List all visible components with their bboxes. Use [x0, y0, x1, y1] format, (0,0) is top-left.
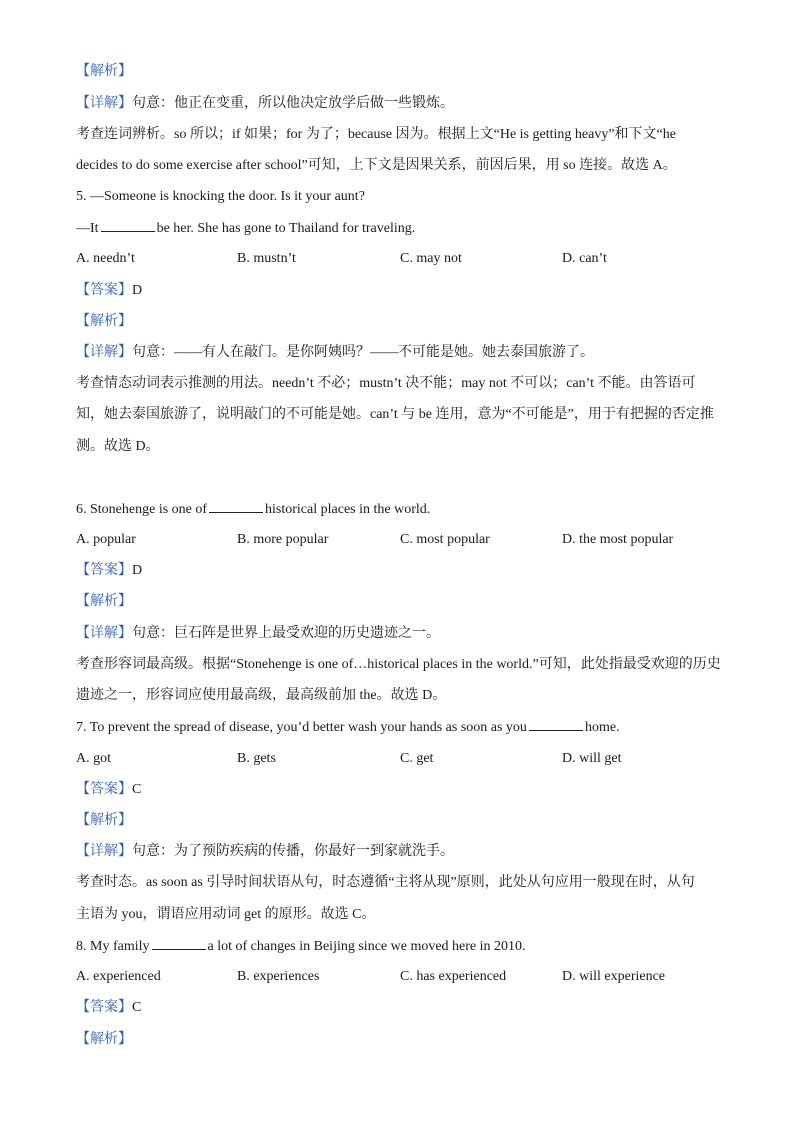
detail-line	[76, 94, 454, 114]
explanation-line: 知，她去泰国旅游了，说明敲门的不可能是她。can’t 与 be 连用，意为“不可能是”，用于有把握的否定推	[76, 407, 714, 422]
detail-line	[76, 624, 440, 644]
question-8-stem	[76, 936, 526, 957]
explanation-line: 考查连词辨析。so 所以；if 如果；for 为了；because 因为。根据上文“He is getting heavy”和下文“he	[76, 127, 676, 142]
option-c: C. has experienced	[400, 969, 507, 984]
stem-text: 6. Stonehenge is one of	[76, 502, 208, 517]
analysis-label: 【解析】	[76, 813, 132, 828]
question-7-stem	[76, 717, 620, 738]
answer-line	[76, 561, 142, 581]
analysis-label: 【解析】	[76, 594, 132, 609]
explanation-line: 测。故选 D。	[76, 439, 160, 454]
answer-value: C	[132, 782, 142, 797]
question-5-reply	[76, 218, 415, 239]
stem-text: be her. She has gone to Thailand for traveling.	[156, 221, 416, 236]
option-b: B. gets	[237, 751, 276, 766]
answer-blank	[529, 717, 583, 731]
answer-line	[76, 281, 142, 301]
stem-text: 8. My family	[76, 939, 150, 954]
answer-label: 【答案】	[76, 563, 132, 578]
option-d: D. will experience	[562, 969, 666, 984]
explanation-line: 考查形容词最高级。根据“Stonehenge is one of…historical places in the world.”可知，此处指最受欢迎的历史	[76, 657, 721, 672]
answer-value: C	[132, 1000, 142, 1015]
answer-blank	[101, 218, 155, 232]
option-d: D. the most popular	[562, 532, 674, 547]
explanation-line: decides to do some exercise after school”可知，上下文是因果关系，前因后果，用 so 连接。故选 A。	[76, 158, 677, 173]
stem-text: 7. To prevent the spread of disease, you’d better wash your hands as soon as you	[76, 720, 527, 735]
explanation-line: 遗迹之一，形容词应使用最高级，最高级前加 the。故选 D。	[76, 688, 447, 703]
option-b: B. more popular	[237, 532, 329, 547]
stem-text: a lot of changes in Beijing since we moved here in 2010.	[207, 939, 526, 954]
answer-label: 【答案】	[76, 782, 132, 797]
answer-value: D	[132, 283, 143, 298]
detail-text: 句意：他正在变重，所以他决定放学后做一些锻炼。	[132, 96, 454, 111]
question-6-stem	[76, 499, 430, 520]
answer-blank	[209, 499, 263, 513]
answer-line	[76, 780, 141, 800]
option-b: B. experiences	[237, 969, 320, 984]
detail-label: 【详解】	[76, 345, 132, 360]
detail-line	[76, 343, 594, 363]
detail-label: 【详解】	[76, 96, 132, 111]
explanation-line: 主语为 you，谓语应用动词 get 的原形。故选 C。	[76, 907, 376, 922]
detail-text: 句意：为了预防疾病的传播，你最好一到家就洗手。	[132, 844, 454, 859]
option-c: C. may not	[400, 251, 462, 266]
stem-text: historical places in the world.	[265, 502, 431, 517]
answer-label: 【答案】	[76, 283, 132, 298]
option-a: A. experienced	[76, 969, 161, 984]
option-d: D. will get	[562, 751, 622, 766]
answer-value: D	[132, 563, 143, 578]
question-5-stem: 5. —Someone is knocking the door. Is it your aunt?	[76, 189, 365, 204]
analysis-label: 【解析】	[76, 314, 132, 329]
analysis-label: 【解析】	[76, 64, 132, 79]
stem-text: home.	[584, 720, 620, 735]
analysis-label: 【解析】	[76, 1032, 132, 1047]
answer-blank	[152, 936, 206, 950]
detail-label: 【详解】	[76, 844, 132, 859]
answer-line	[76, 998, 141, 1018]
option-c: C. get	[400, 751, 434, 766]
option-a: A. got	[76, 751, 111, 766]
detail-text: 句意：——有人在敲门。是你阿姨吗？——不可能是她。她去泰国旅游了。	[132, 345, 594, 360]
option-c: C. most popular	[400, 532, 490, 547]
option-b: B. mustn’t	[237, 251, 296, 266]
option-a: A. popular	[76, 532, 136, 547]
answer-label: 【答案】	[76, 1000, 132, 1015]
option-a: A. needn’t	[76, 251, 135, 266]
explanation-line: 考查时态。as soon as 引导时间状语从句，时态遵循“主将从现”原则，此处从句应用一般现在时，从句	[76, 875, 695, 890]
detail-line	[76, 842, 454, 862]
detail-text: 句意：巨石阵是世界上最受欢迎的历史遗迹之一。	[132, 626, 440, 641]
detail-label: 【详解】	[76, 626, 132, 641]
stem-text: —It	[76, 221, 99, 236]
option-d: D. can’t	[562, 251, 607, 266]
explanation-line: 考查情态动词表示推测的用法。needn’t 不必；mustn’t 决不能；may not 不可以；can’t 不能。由答语可	[76, 376, 696, 391]
